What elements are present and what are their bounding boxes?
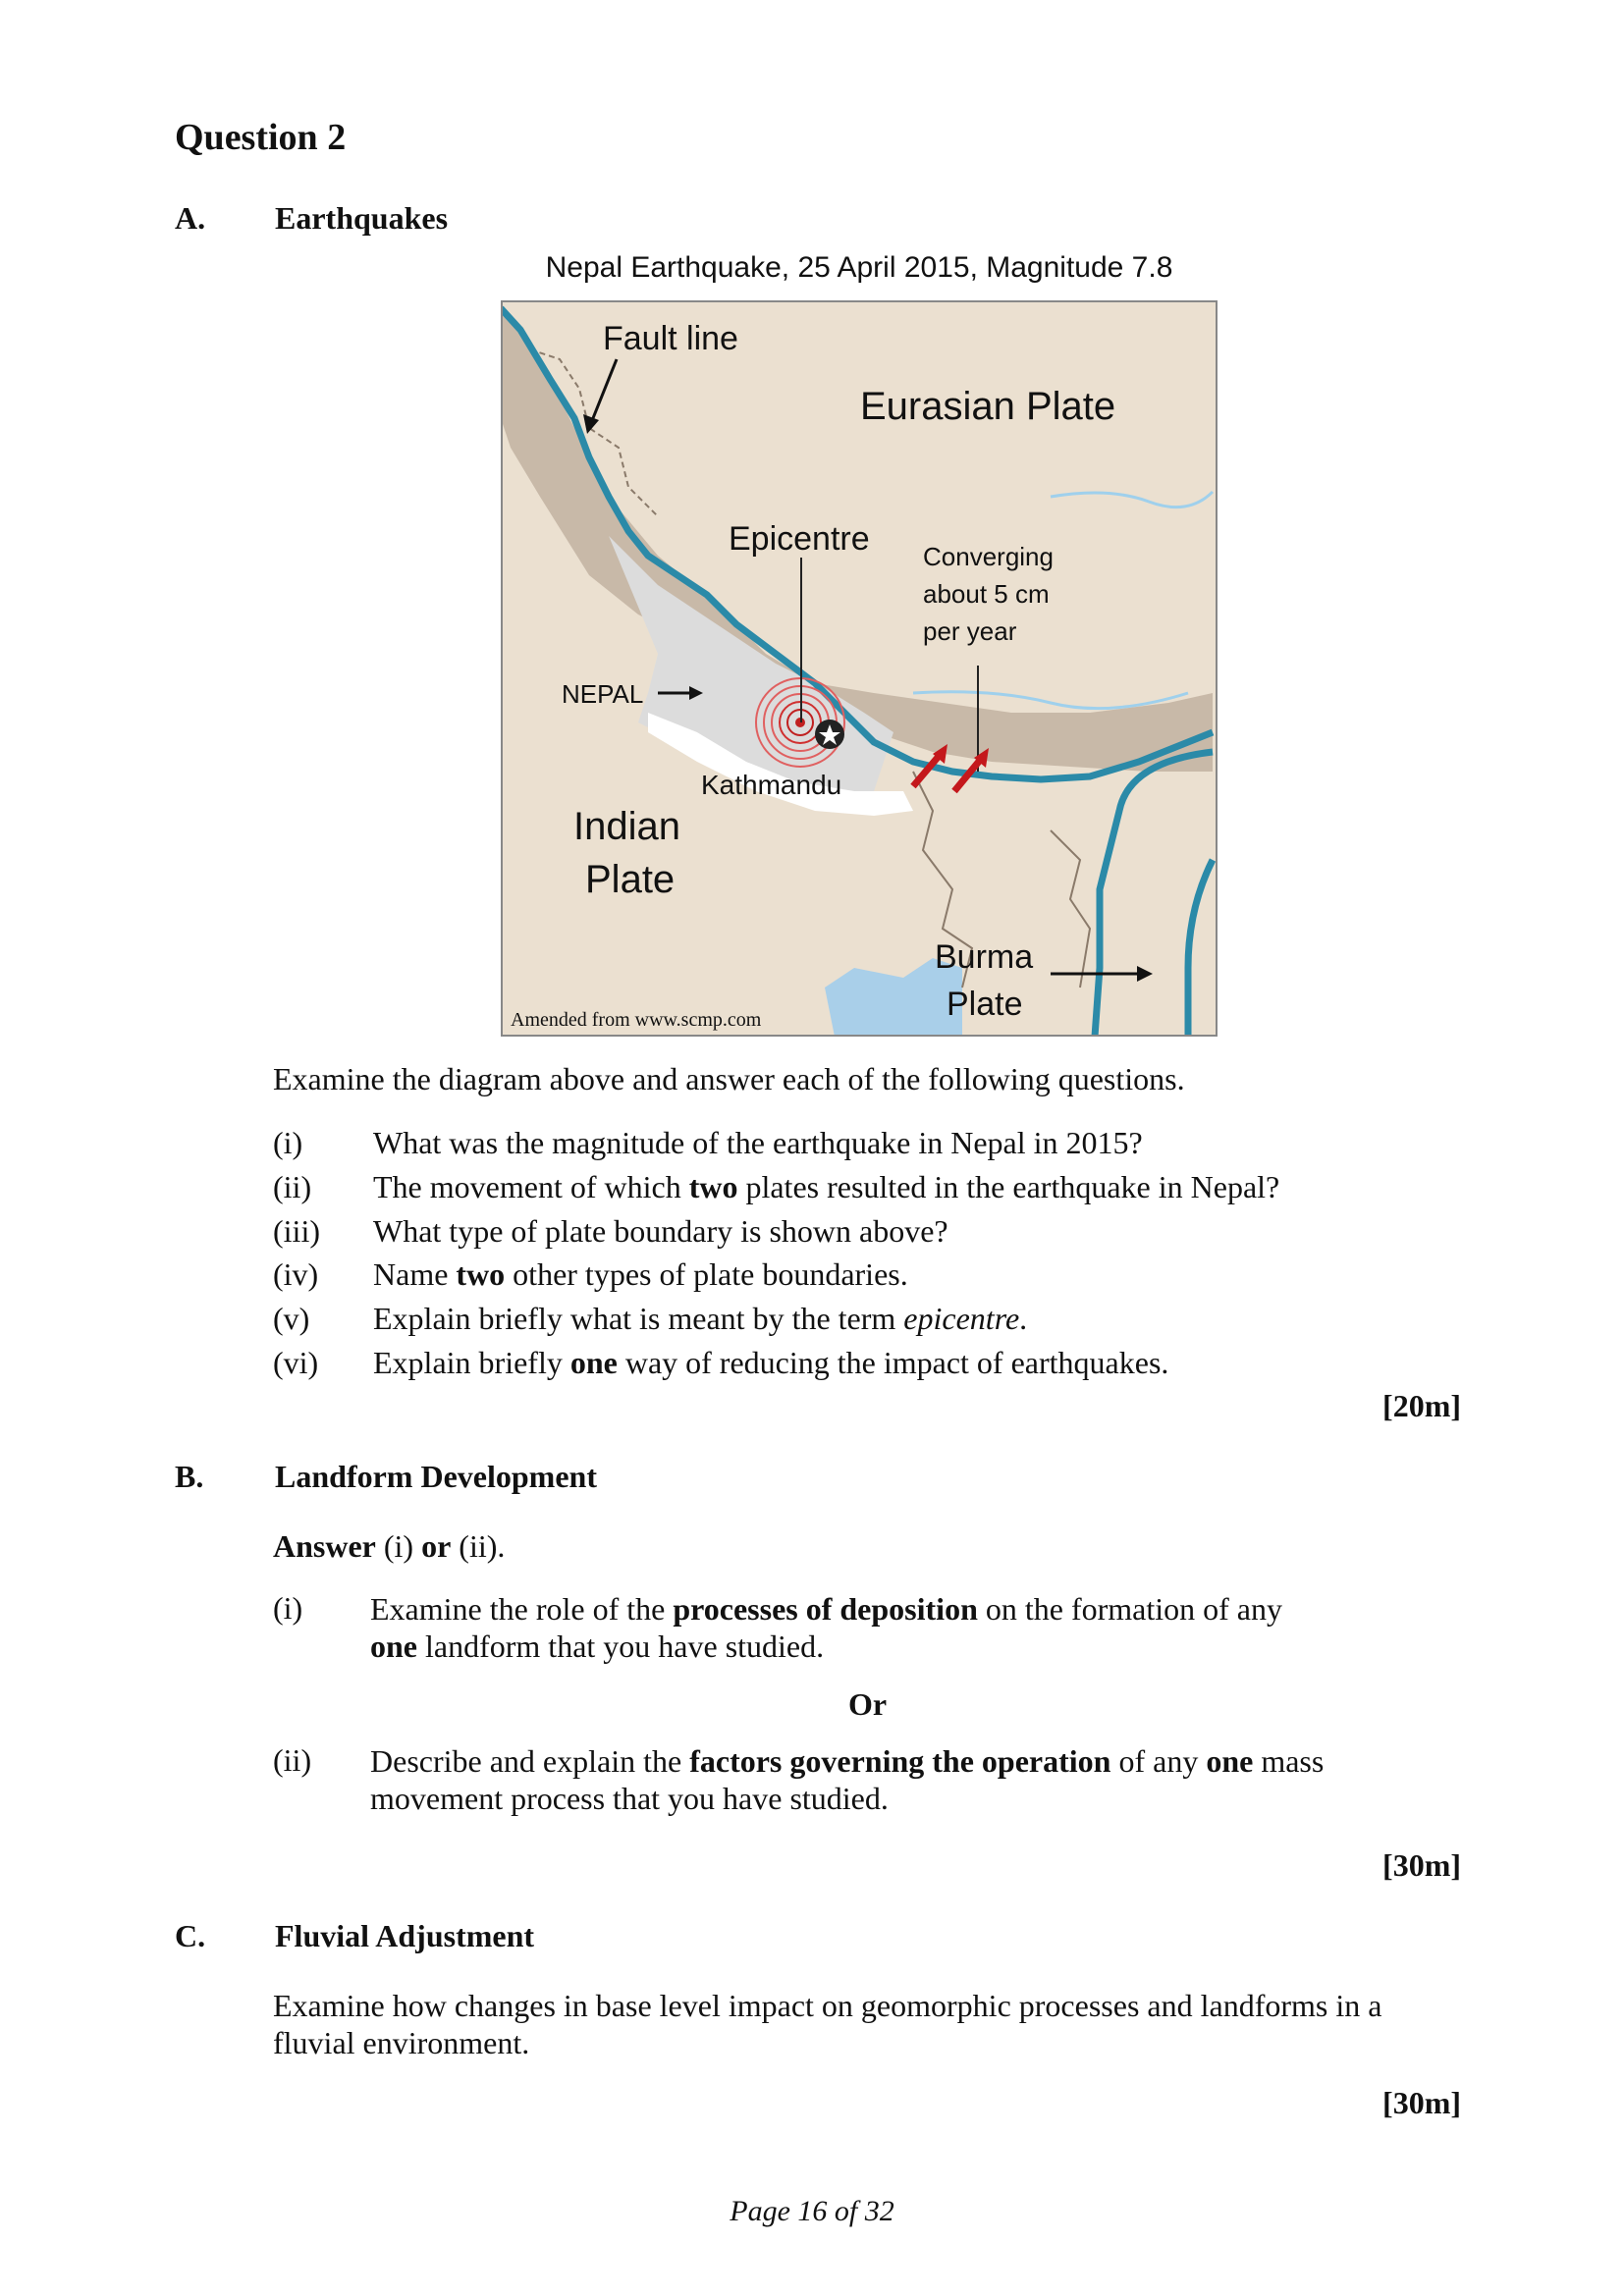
- item-b-ii-line1: Describe and explain the factors governing the operation of any one mass: [370, 1743, 1325, 1779]
- section-b-instruction: Answer (i) or (ii).: [273, 1528, 506, 1564]
- label-burma-1: Burma: [935, 938, 1034, 976]
- or-separator: Or: [848, 1686, 888, 1722]
- item-a-vi-num: (vi): [273, 1345, 319, 1380]
- item-a-iv-text: Name two other types of plate boundaries.: [373, 1256, 908, 1292]
- item-a-i-num: (i): [273, 1125, 303, 1160]
- item-b-i-line2: one landform that you have studied.: [370, 1629, 825, 1664]
- item-a-i-text: What was the magnitude of the earthquake in Nepal in 2015?: [373, 1125, 1143, 1160]
- section-b-title: Landform Development: [275, 1459, 597, 1494]
- section-c-text-line1: Examine how changes in base level impact on geomorphic processes and landforms in a: [273, 1988, 1382, 2023]
- label-indian-1: Indian: [573, 805, 680, 848]
- item-b-i-line1: Examine the role of the processes of deposition on the formation of any: [370, 1591, 1282, 1627]
- section-b-marks: [30m]: [1382, 1847, 1461, 1883]
- section-a-title: Earthquakes: [275, 200, 449, 236]
- label-indian-2: Plate: [585, 858, 676, 901]
- label-epicentre: Epicentre: [729, 520, 870, 558]
- section-c-title: Fluvial Adjustment: [275, 1918, 535, 1953]
- map-title: Nepal Earthquake, 25 April 2015, Magnitude 7.8: [545, 251, 1173, 284]
- section-c-letter: C.: [175, 1918, 206, 1953]
- section-a-marks: [20m]: [1382, 1388, 1461, 1423]
- item-a-iii-num: (iii): [273, 1213, 320, 1249]
- section-c-text-line2: fluvial environment.: [273, 2025, 530, 2060]
- section-a-letter: A.: [175, 200, 206, 236]
- item-a-v-text: Explain briefly what is meant by the term epicentre.: [373, 1301, 1028, 1336]
- label-eurasian-plate: Eurasian Plate: [860, 385, 1116, 428]
- label-converging-1: Converging: [923, 542, 1054, 571]
- item-b-ii-line2: movement process that you have studied.: [370, 1781, 889, 1816]
- label-kathmandu: Kathmandu: [701, 770, 842, 800]
- label-burma-2: Plate: [947, 986, 1023, 1023]
- item-b-i-num: (i): [273, 1590, 303, 1626]
- nepal-earthquake-map: [501, 300, 1218, 1037]
- label-converging-2: about 5 cm: [923, 579, 1050, 609]
- label-converging-3: per year: [923, 616, 1017, 646]
- section-a-intro: Examine the diagram above and answer each of the following questions.: [273, 1061, 1185, 1096]
- section-c-marks: [30m]: [1382, 2085, 1461, 2120]
- item-a-ii-text: The movement of which two plates resulted in the earthquake in Nepal?: [373, 1169, 1280, 1204]
- item-a-iii-text: What type of plate boundary is shown above?: [373, 1213, 948, 1249]
- label-nepal: NEPAL: [562, 679, 644, 709]
- section-b-letter: B.: [175, 1459, 204, 1494]
- label-fault-line: Fault line: [603, 320, 738, 357]
- question-title: Question 2: [175, 117, 347, 158]
- item-a-v-num: (v): [273, 1301, 310, 1336]
- item-a-iv-num: (iv): [273, 1256, 319, 1292]
- item-a-ii-num: (ii): [273, 1169, 312, 1204]
- page-footer: Page 16 of 32: [730, 2195, 894, 2227]
- item-b-ii-num: (ii): [273, 1742, 312, 1778]
- label-source: Amended from www.scmp.com: [511, 1009, 762, 1031]
- item-a-vi-text: Explain briefly one way of reducing the impact of earthquakes.: [373, 1345, 1169, 1380]
- kathmandu-star-icon: [815, 720, 844, 749]
